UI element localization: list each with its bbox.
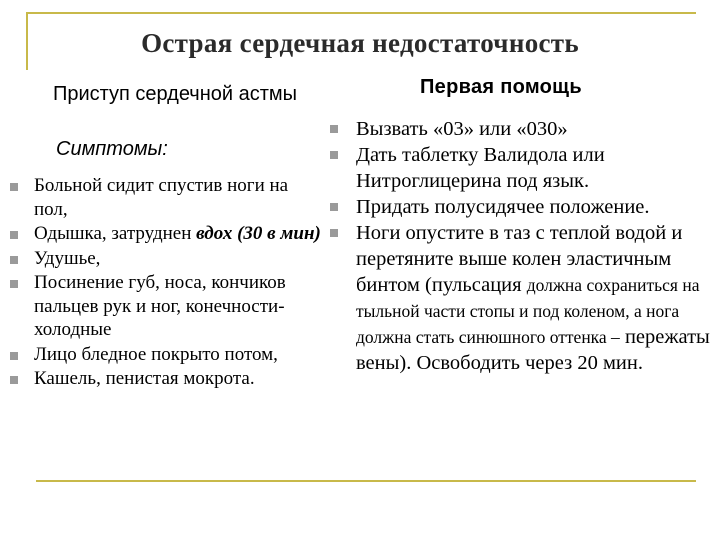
frame-bottom-line — [36, 480, 696, 482]
list-item — [4, 367, 324, 391]
symptom-text: Удушье, — [34, 247, 101, 269]
list-item — [4, 174, 324, 221]
list-item — [4, 343, 324, 367]
square-bullet-icon — [330, 125, 338, 133]
symptom-text: Кашель, пенистая мокрота. — [34, 368, 255, 389]
frame-top-line — [26, 12, 696, 14]
square-bullet-icon — [330, 229, 338, 237]
square-bullet-icon — [10, 352, 18, 360]
first-aid-text: Дать таблетку Валидола или Нитроглицерина под язык. — [356, 144, 605, 192]
square-bullet-icon — [10, 183, 18, 191]
first-aid-text: Ноги опустите в таз с теплой водой и перетяните выше колен эластичным бинтом (пульсация — [356, 222, 683, 296]
list-item — [326, 116, 716, 142]
first-aid-list — [326, 116, 716, 376]
list-item — [4, 222, 324, 246]
symptom-text: Лицо бледное покрыто потом, — [34, 343, 278, 365]
list-item — [326, 142, 716, 194]
list-item — [326, 220, 716, 376]
square-bullet-icon — [10, 231, 18, 239]
list-item — [4, 271, 324, 342]
first-aid-text: Вызвать «03» или «030» — [356, 118, 568, 140]
symptom-text: Больной сидит спустив ноги на пол, — [34, 175, 289, 220]
square-bullet-icon — [10, 280, 18, 288]
list-item — [4, 247, 324, 271]
first-aid-small-text: должна сохраниться на тыльной части стопы и под коленом, а нога должна стать синюшного оттенка – — [356, 275, 700, 347]
square-bullet-icon — [10, 376, 18, 384]
first-aid-heading: Первая помощь — [420, 76, 582, 98]
first-aid-text: пережаты вены). Освободить через 20 мин. — [356, 326, 710, 374]
square-bullet-icon — [330, 151, 338, 159]
symptom-emphasis: вдох (30 в мин) — [196, 223, 321, 244]
list-item — [326, 194, 716, 220]
square-bullet-icon — [10, 256, 18, 264]
square-bullet-icon — [330, 203, 338, 211]
first-aid-text: Придать полусидячее положение. — [356, 196, 650, 218]
slide-title: Острая сердечная недостаточность — [141, 28, 579, 58]
left-heading: Приступ сердечной астмы — [52, 83, 298, 105]
symptom-text: Одышка, затруднен — [34, 223, 197, 244]
symptom-text: Посинение губ, носа, кончиков пальцев рук и ног, конечности-холодные — [34, 272, 286, 340]
symptoms-subheading: Симптомы: — [56, 138, 168, 160]
symptoms-list — [4, 174, 324, 392]
